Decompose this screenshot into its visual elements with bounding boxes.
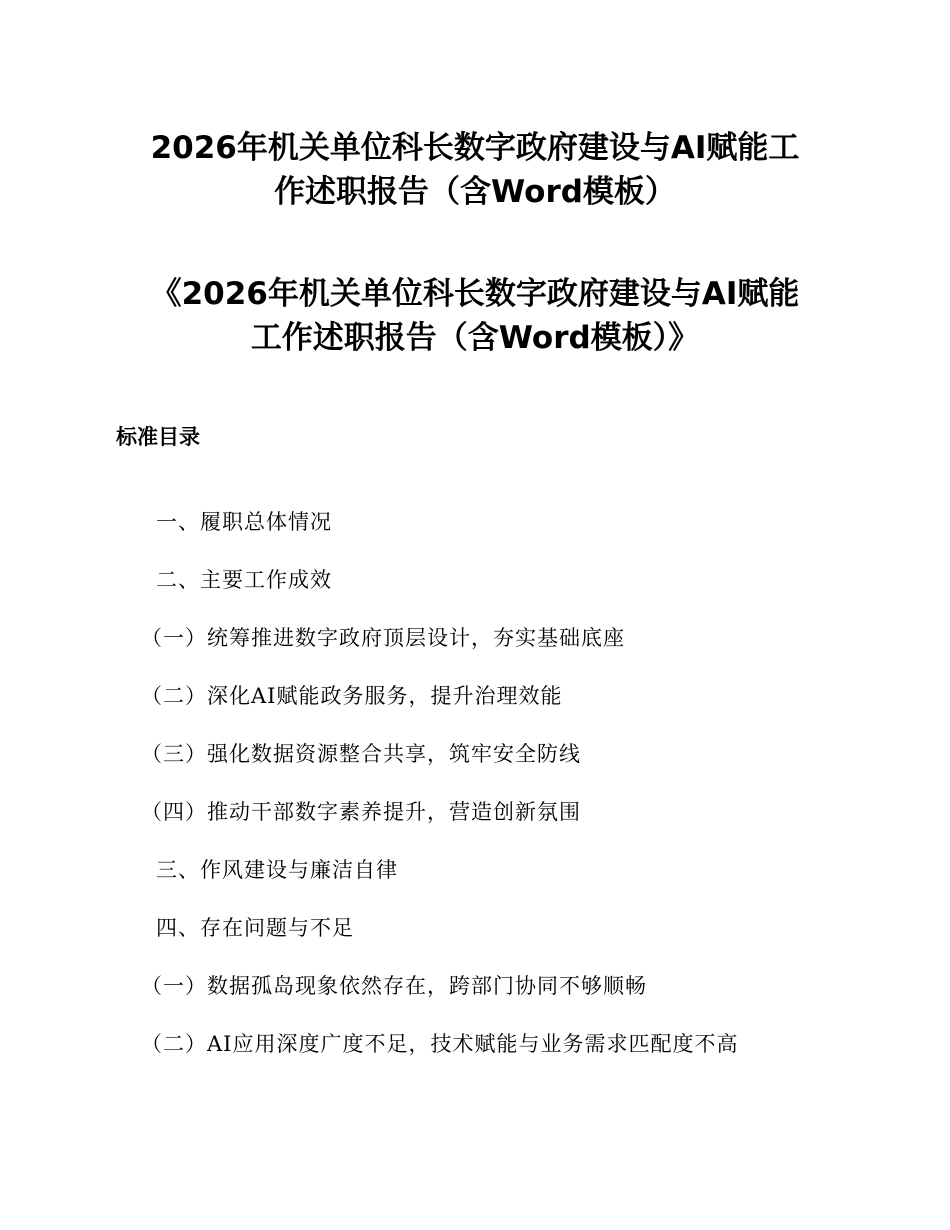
document-subtitle — [110, 272, 840, 360]
toc-item-4-2: （二）AI应用深度广度不足，技术赋能与业务需求匹配度不高 — [141, 1032, 739, 1056]
document-subtitle-line-2: 工作述职报告（含Word模板）》 — [250, 320, 700, 356]
document-subtitle-line-1: 《2026年机关单位科长数字政府建设与AI赋能 — [150, 276, 800, 312]
toc-item-2-2: （二）深化AI赋能政务服务，提升治理效能 — [141, 684, 563, 708]
toc-item-2-4: （四）推动干部数字素养提升，营造创新氛围 — [141, 800, 581, 824]
document-title-line-1: 2026年机关单位科长数字政府建设与AI赋能工 — [150, 130, 800, 166]
toc-item-3: 三、作风建设与廉洁自律 — [156, 858, 398, 882]
toc-item-4-1: （一）数据孤岛现象依然存在，跨部门协同不够顺畅 — [141, 974, 647, 998]
toc-item-2-3: （三）强化数据资源整合共享，筑牢安全防线 — [141, 742, 581, 766]
toc-item-4: 四、存在问题与不足 — [156, 916, 354, 940]
document-title — [110, 126, 840, 214]
document-title-line-2: 作述职报告（含Word模板） — [274, 174, 676, 210]
toc-heading: 标准目录 — [116, 425, 200, 449]
toc-item-1: 一、履职总体情况 — [156, 510, 332, 534]
toc-item-2: 二、主要工作成效 — [156, 568, 332, 592]
toc-item-2-1: （一）统筹推进数字政府顶层设计，夯实基础底座 — [141, 626, 625, 650]
